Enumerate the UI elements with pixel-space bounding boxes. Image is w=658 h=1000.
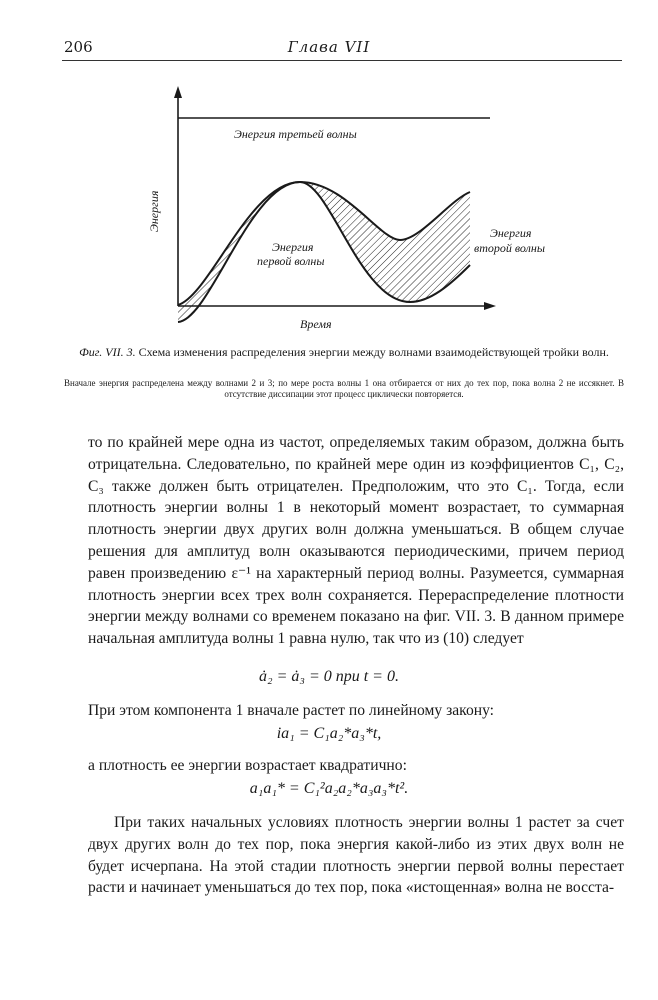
figure-caption-text: Схема изменения распределения энергии между волнами взаимодействующей тройки волн.	[138, 345, 609, 359]
equation-2: ia₁ = C₁a₂*a₃*t,	[276, 725, 382, 742]
y-axis-label: Энергия	[147, 190, 161, 232]
figure-note: Вначале энергия распределена между волнами 2 и 3; по мере роста волны 1 она отбирается от них до тех пор, пока волна 2 не иссякнет. В отсутствие диссипации этот процесс циклически повторяется.	[64, 378, 624, 399]
header-rule	[62, 60, 622, 61]
page-number: 206	[64, 38, 93, 56]
figure-caption-label: Фиг. VII. 3.	[79, 345, 136, 359]
second-wave-label-line2: второй волны	[474, 241, 545, 255]
equation-3: a₁a₁* = C₁²a₂a₂*a₃a₃*t².	[249, 780, 409, 797]
body-paragraph-3: а плотность ее энергии возрастает квадратично:	[88, 757, 407, 774]
x-axis-arrow	[484, 302, 496, 310]
running-head: Глава VII	[287, 38, 371, 56]
first-wave-label-line1: Энергия	[272, 240, 314, 254]
body-paragraph-1: то по крайней мере одна из частот, определяемых таким образом, должна быть отрицательна. Следовательно, по крайней мере один из коэффициентов C₁, C₂, C₃ также должен быть отрицателен. Предположим, что это C₁. Тогда, если плотность энергии волны 1 в некоторый момент возрастает, то суммарная плотность энергии двух других волн должна уменьшаться. В общем случае решения для амплитуд волн оказываются периодическими, причем период равен произведению ε⁻¹ на характерный период волны. Разумеется, суммарная плотность энергии всех трех волн сохраняется. Перераспределение плотности энергии между волнами со временем показано на фиг. VII. 3. В данном примере начальная амплитуда волны 1 равна нулю, так что из (10) следует	[88, 434, 624, 648]
third-wave-label: Энергия третьей волны	[234, 127, 357, 141]
body-paragraph-2: При этом компонента 1 вначале растет по линейному закону:	[88, 702, 495, 719]
y-axis-arrow	[174, 86, 182, 98]
body-paragraph-4: При таких начальных условиях плотность энергии волны 1 растет за счет двух других волн до тех пор, пока энергия какой-либо из этих двух волн не будет исчерпана. На этой стадии плотность энергии первой волны перестает расти и начинает уменьшаться до тех пор, пока «истощенная» волна не восста-	[88, 814, 624, 897]
first-wave-label-line2: первой волны	[257, 254, 325, 268]
second-wave-label-line1: Энергия	[490, 226, 532, 240]
figure-caption	[64, 345, 624, 360]
energy-figure	[0, 80, 658, 340]
equation-1: ȧ₂ = ȧ₃ = 0 при t = 0.	[259, 668, 399, 685]
x-axis-label: Время	[300, 317, 332, 331]
